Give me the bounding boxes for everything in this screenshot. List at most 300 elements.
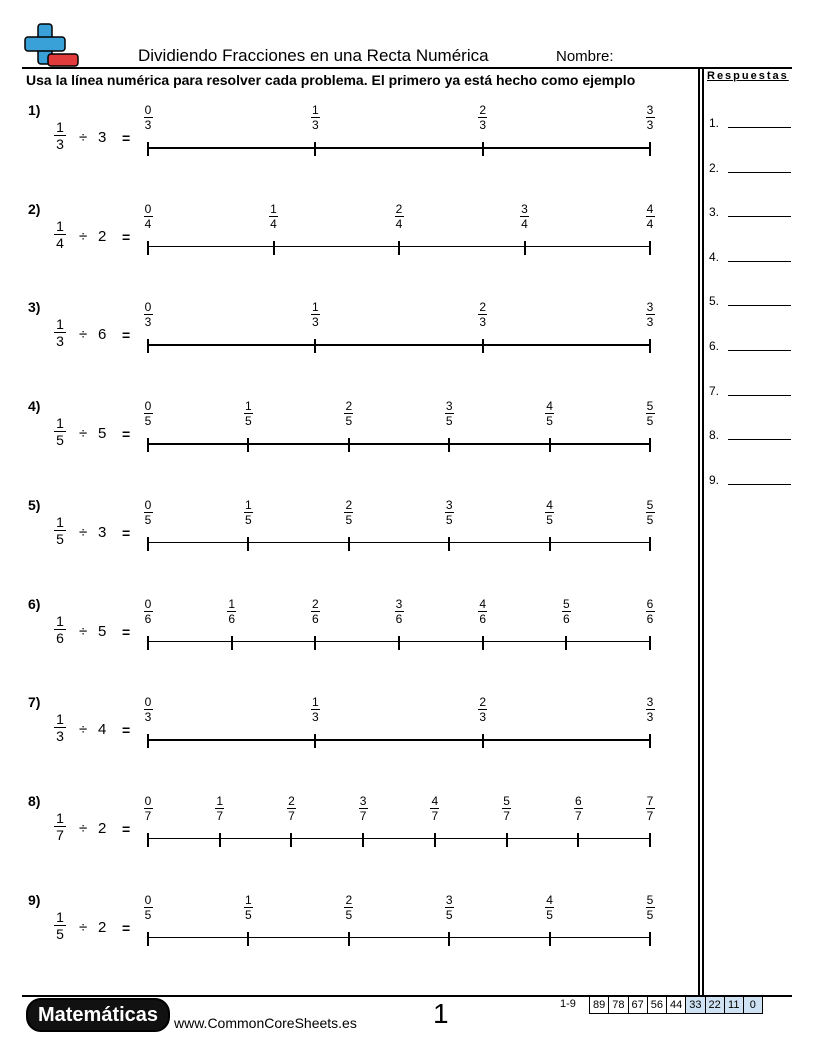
tick-label <box>497 795 517 822</box>
tick-label <box>138 203 158 230</box>
score-cell: 78 <box>608 996 628 1014</box>
tick-label <box>473 598 493 625</box>
answer-item <box>709 250 719 264</box>
tick-denominator: 4 <box>646 216 654 231</box>
tick-label <box>439 894 459 921</box>
score-table <box>590 996 763 1014</box>
dividend-fraction <box>52 909 68 942</box>
tick-denominator: 3 <box>646 118 654 132</box>
logo-icon <box>22 22 80 68</box>
numerator: 1 <box>56 809 64 826</box>
problem-number: 4) <box>28 398 41 415</box>
tick-numerator: 2 <box>479 300 486 315</box>
number-line-tick <box>247 932 249 946</box>
tick-label <box>640 400 660 427</box>
number-line-axis <box>148 443 650 445</box>
tick-numerator: 1 <box>228 596 235 611</box>
page-title: Dividiendo Fracciones en una Recta Numérica <box>138 46 489 65</box>
denominator: 6 <box>56 629 64 646</box>
header-divider <box>22 67 792 69</box>
tick-denominator: 3 <box>479 710 486 725</box>
equals-sign: = <box>122 130 131 146</box>
tick-denominator: 3 <box>646 315 654 330</box>
tick-label <box>425 795 445 822</box>
number-line-tick <box>362 833 364 847</box>
tick-numerator: 7 <box>646 793 654 808</box>
number-line-tick <box>549 537 551 551</box>
tick-numerator: 0 <box>144 300 152 315</box>
tick-denominator: 3 <box>144 710 152 725</box>
answer-blank[interactable] <box>728 172 791 173</box>
tick-label <box>473 301 493 328</box>
number-line-tick <box>482 636 484 650</box>
divisor: 5 <box>98 622 107 640</box>
number-line-tick <box>649 636 651 650</box>
problem-number: 1) <box>28 102 41 118</box>
tick-label <box>138 499 158 526</box>
instructions: Usa la línea numérica para resolver cada problema. El primero ya está hecho como ejemplo <box>26 72 636 88</box>
problem-row <box>0 497 700 595</box>
number-line-axis <box>148 147 650 149</box>
problem-number: 7) <box>28 694 41 711</box>
problem-row <box>0 201 700 299</box>
number-line-tick <box>314 636 316 650</box>
answer-blank[interactable] <box>728 484 791 485</box>
number-line-tick <box>649 537 651 551</box>
website-link[interactable]: www.CommonCoreSheets.es <box>174 1015 357 1031</box>
tick-denominator: 5 <box>144 414 152 429</box>
tick-numerator: 4 <box>431 793 439 808</box>
number-line <box>144 892 654 944</box>
divisor: 3 <box>98 129 107 146</box>
tick-label <box>138 598 158 625</box>
division-sign: ÷ <box>79 622 88 640</box>
division-sign: ÷ <box>79 819 88 837</box>
tick-numerator: 3 <box>646 695 654 710</box>
number-line-tick <box>506 833 508 847</box>
tick-denominator: 3 <box>311 315 319 330</box>
tick-numerator: 1 <box>311 103 319 117</box>
number-line-tick <box>348 438 350 452</box>
number-line-axis <box>148 542 650 544</box>
equals-sign: = <box>122 722 131 739</box>
answer-blank[interactable] <box>728 350 791 351</box>
tick-label <box>339 499 359 526</box>
tick-numerator: 1 <box>245 399 252 414</box>
number-line-tick <box>147 241 149 255</box>
denominator: 3 <box>56 333 64 350</box>
tick-numerator: 1 <box>311 300 319 315</box>
number-line-tick <box>147 438 149 452</box>
number-line-tick <box>649 438 651 452</box>
page-number: 1 <box>433 998 449 1029</box>
number-line-tick <box>247 438 249 452</box>
number-line <box>144 695 654 746</box>
tick-label <box>540 400 560 427</box>
number-line-axis <box>148 838 650 840</box>
answer-number: 2. <box>709 160 720 175</box>
answer-number: 6. <box>709 339 720 353</box>
number-line-tick <box>290 833 292 847</box>
tick-label <box>439 499 459 526</box>
tick-denominator: 3 <box>479 118 486 132</box>
number-line-tick <box>231 636 233 650</box>
tick-denominator: 7 <box>144 808 152 823</box>
tick-label <box>568 795 588 822</box>
number-line-tick <box>649 833 651 847</box>
dividend-fraction <box>52 810 68 843</box>
answer-blank[interactable] <box>728 305 791 306</box>
divisor: 3 <box>98 523 107 541</box>
equals-sign: = <box>122 426 131 443</box>
tick-denominator: 5 <box>345 512 353 527</box>
number-line-axis <box>148 739 650 741</box>
tick-numerator: 4 <box>646 201 654 216</box>
tick-numerator: 5 <box>562 596 570 611</box>
divisor: 2 <box>98 918 107 936</box>
numerator: 1 <box>56 908 64 925</box>
answer-blank[interactable] <box>728 127 791 128</box>
tick-label <box>305 598 325 625</box>
score-cell: 89 <box>589 996 609 1014</box>
tick-denominator: 4 <box>144 216 152 231</box>
number-line <box>144 103 654 154</box>
problem-row <box>0 398 700 496</box>
tick-denominator: 3 <box>311 710 319 725</box>
problem-number: 6) <box>28 595 41 612</box>
number-line-tick <box>147 339 149 353</box>
numerator: 1 <box>56 316 64 333</box>
number-line-tick <box>577 833 579 847</box>
division-sign: ÷ <box>79 918 88 936</box>
number-line <box>144 201 654 253</box>
denominator: 4 <box>56 234 64 251</box>
equals-sign: = <box>122 327 131 344</box>
number-line-tick <box>398 241 400 255</box>
tick-numerator: 6 <box>646 596 654 611</box>
number-line-tick <box>273 241 275 255</box>
tick-label <box>556 598 576 625</box>
tick-denominator: 7 <box>503 808 510 823</box>
tick-denominator: 5 <box>546 512 553 527</box>
tick-denominator: 6 <box>562 611 570 626</box>
tick-numerator: 0 <box>144 103 152 117</box>
tick-denominator: 5 <box>345 907 353 922</box>
brand-badge: Matemáticas <box>26 998 170 1032</box>
tick-denominator: 5 <box>245 414 252 429</box>
tick-denominator: 5 <box>245 512 252 527</box>
number-line-tick <box>247 537 249 551</box>
dividend-fraction <box>52 613 68 646</box>
tick-numerator: 0 <box>144 497 152 512</box>
answer-item <box>709 428 719 442</box>
tick-numerator: 5 <box>503 793 510 808</box>
tick-label <box>640 696 660 723</box>
number-line-tick <box>147 537 149 551</box>
tick-denominator: 7 <box>288 808 295 823</box>
problem-row <box>0 102 700 200</box>
number-line-tick <box>482 142 484 156</box>
dividend-fraction <box>52 316 68 349</box>
tick-denominator: 7 <box>574 808 582 823</box>
answer-number: 8. <box>709 428 720 443</box>
number-line-tick <box>448 537 450 551</box>
denominator: 5 <box>56 432 64 449</box>
tick-numerator: 4 <box>479 596 486 611</box>
tick-label <box>339 400 359 427</box>
tick-denominator: 7 <box>431 808 439 823</box>
denominator: 5 <box>56 925 64 942</box>
answer-number: 7. <box>709 383 720 398</box>
number-line-axis <box>148 937 650 939</box>
number-line-tick <box>649 142 651 156</box>
tick-label <box>305 301 325 328</box>
division-sign: ÷ <box>79 425 88 443</box>
number-line-tick <box>549 932 551 946</box>
tick-numerator: 2 <box>345 497 353 512</box>
tick-denominator: 3 <box>479 315 486 330</box>
number-line-tick <box>147 142 149 156</box>
tick-denominator: 3 <box>144 118 152 132</box>
score-cell: 0 <box>743 996 763 1014</box>
tick-label <box>640 104 660 131</box>
score-cell: 56 <box>647 996 667 1014</box>
number-line-tick <box>448 438 450 452</box>
tick-numerator: 4 <box>546 497 553 512</box>
tick-numerator: 5 <box>646 892 654 907</box>
answer-item <box>709 384 719 398</box>
name-label: Nombre: <box>556 48 614 65</box>
tick-label <box>138 696 158 723</box>
tick-label <box>281 795 301 822</box>
dividend-fraction <box>52 711 68 744</box>
problem-row <box>0 892 700 990</box>
tick-denominator: 4 <box>270 216 277 231</box>
numerator: 1 <box>56 612 64 629</box>
dividend-fraction <box>52 218 68 251</box>
divisor: 2 <box>98 227 107 245</box>
tick-label <box>540 499 560 526</box>
number-line-tick <box>565 636 567 650</box>
answer-column-divider <box>702 69 704 995</box>
number-line-tick <box>219 833 221 847</box>
divisor: 6 <box>98 326 107 344</box>
tick-numerator: 4 <box>546 892 553 907</box>
tick-numerator: 1 <box>245 892 252 907</box>
number-line-tick <box>482 734 484 748</box>
tick-denominator: 7 <box>216 808 224 823</box>
tick-denominator: 3 <box>144 315 152 330</box>
number-line-tick <box>147 734 149 748</box>
division-sign: ÷ <box>79 129 88 146</box>
answer-blank[interactable] <box>728 395 791 396</box>
number-line-tick <box>649 339 651 353</box>
tick-denominator: 5 <box>546 907 553 922</box>
tick-numerator: 0 <box>144 695 152 710</box>
tick-denominator: 6 <box>395 611 403 626</box>
tick-denominator: 5 <box>144 907 152 922</box>
dividend-fraction <box>52 415 68 448</box>
division-sign: ÷ <box>79 523 88 541</box>
division-sign: ÷ <box>79 326 88 344</box>
tick-label <box>210 795 230 822</box>
problem-number: 3) <box>28 299 41 316</box>
tick-numerator: 2 <box>311 596 319 611</box>
problem-number: 5) <box>28 496 41 513</box>
tick-numerator: 3 <box>445 497 453 512</box>
tick-label <box>640 795 660 822</box>
tick-numerator: 3 <box>445 892 453 907</box>
tick-denominator: 6 <box>479 611 486 626</box>
number-line <box>144 300 654 351</box>
number-line-tick <box>314 142 316 156</box>
divisor: 2 <box>98 819 107 837</box>
tick-label <box>473 104 493 131</box>
answer-number: 5. <box>709 294 720 309</box>
divisor: 5 <box>98 425 107 443</box>
tick-denominator: 5 <box>546 414 553 429</box>
tick-label <box>640 203 660 230</box>
tick-numerator: 5 <box>646 399 654 414</box>
denominator: 3 <box>56 136 64 152</box>
tick-denominator: 5 <box>646 907 654 922</box>
tick-label <box>238 499 258 526</box>
answer-blank[interactable] <box>728 439 791 440</box>
tick-numerator: 0 <box>144 201 152 216</box>
tick-numerator: 3 <box>445 399 453 414</box>
number-line-tick <box>482 339 484 353</box>
tick-numerator: 2 <box>395 201 403 216</box>
number-line-tick <box>147 636 149 650</box>
tick-numerator: 3 <box>646 103 654 117</box>
tick-denominator: 5 <box>345 414 353 429</box>
problem-number: 9) <box>28 891 41 908</box>
tick-label <box>353 795 373 822</box>
score-cell: 33 <box>685 996 705 1014</box>
answer-item <box>709 473 719 487</box>
score-cell: 11 <box>724 996 744 1014</box>
problem-row <box>0 694 700 792</box>
tick-numerator: 3 <box>359 793 367 808</box>
number-line-axis <box>148 344 650 346</box>
numerator: 1 <box>56 513 64 530</box>
answer-item <box>709 339 719 353</box>
equals-sign: = <box>122 623 131 640</box>
equals-sign: = <box>122 228 131 245</box>
tick-numerator: 4 <box>546 399 553 414</box>
tick-numerator: 2 <box>288 793 295 808</box>
tick-denominator: 3 <box>646 710 654 725</box>
number-line-tick <box>314 339 316 353</box>
tick-label <box>138 104 158 131</box>
answer-number: 9. <box>709 472 720 487</box>
tick-label <box>238 894 258 921</box>
tick-label <box>640 499 660 526</box>
tick-denominator: 6 <box>311 611 319 626</box>
number-line <box>144 596 654 648</box>
tick-denominator: 5 <box>445 512 453 527</box>
number-line-tick <box>649 241 651 255</box>
answer-blank[interactable] <box>728 261 791 262</box>
equals-sign: = <box>122 820 131 837</box>
answers-heading: Respuestas <box>707 70 789 82</box>
tick-denominator: 6 <box>144 611 152 626</box>
tick-label <box>389 598 409 625</box>
tick-denominator: 5 <box>445 907 453 922</box>
answer-blank[interactable] <box>728 216 791 217</box>
number-line <box>144 399 654 450</box>
score-cell: 44 <box>666 996 686 1014</box>
tick-numerator: 0 <box>144 892 152 907</box>
denominator: 5 <box>56 530 64 547</box>
answer-item <box>709 294 719 308</box>
dividend-fraction <box>52 514 68 547</box>
number-line-tick <box>348 932 350 946</box>
tick-numerator: 6 <box>574 793 582 808</box>
tick-label <box>138 894 158 921</box>
tick-label <box>138 400 158 427</box>
tick-label <box>640 598 660 625</box>
tick-numerator: 1 <box>216 793 224 808</box>
tick-numerator: 3 <box>521 201 528 216</box>
division-sign: ÷ <box>79 721 88 739</box>
denominator: 3 <box>56 728 64 745</box>
tick-numerator: 2 <box>345 892 353 907</box>
number-line-tick <box>434 833 436 847</box>
number-line-tick <box>314 734 316 748</box>
numerator: 1 <box>56 217 64 234</box>
tick-numerator: 3 <box>646 300 654 315</box>
tick-denominator: 5 <box>646 414 654 429</box>
tick-numerator: 0 <box>144 793 152 808</box>
tick-label <box>305 696 325 723</box>
dividend-fraction <box>52 119 68 152</box>
tick-numerator: 1 <box>311 695 319 710</box>
answer-item <box>709 161 719 175</box>
numerator: 1 <box>56 711 64 728</box>
tick-numerator: 1 <box>270 201 277 216</box>
numerator: 1 <box>56 415 64 432</box>
tick-label <box>389 203 409 230</box>
division-sign: ÷ <box>79 227 88 245</box>
tick-numerator: 5 <box>646 497 654 512</box>
tick-denominator: 6 <box>646 611 654 626</box>
number-line-tick <box>448 932 450 946</box>
equals-sign: = <box>122 919 131 936</box>
tick-label <box>540 894 560 921</box>
tick-denominator: 5 <box>144 512 152 527</box>
tick-denominator: 5 <box>445 414 453 429</box>
tick-numerator: 0 <box>144 399 152 414</box>
tick-numerator: 0 <box>144 596 152 611</box>
number-line-tick <box>348 537 350 551</box>
answer-item <box>709 205 719 219</box>
tick-denominator: 4 <box>521 216 528 231</box>
answer-number: 1. <box>709 116 720 130</box>
problem-number: 8) <box>28 792 41 809</box>
tick-label <box>238 400 258 427</box>
answer-item <box>709 116 719 130</box>
tick-denominator: 6 <box>228 611 235 626</box>
number-line <box>144 793 654 845</box>
tick-label <box>305 104 325 131</box>
tick-label <box>640 894 660 921</box>
divisor: 4 <box>98 721 107 739</box>
tick-label <box>339 894 359 921</box>
tick-denominator: 4 <box>395 216 403 231</box>
tick-numerator: 2 <box>479 695 486 710</box>
problem-row <box>0 299 700 397</box>
